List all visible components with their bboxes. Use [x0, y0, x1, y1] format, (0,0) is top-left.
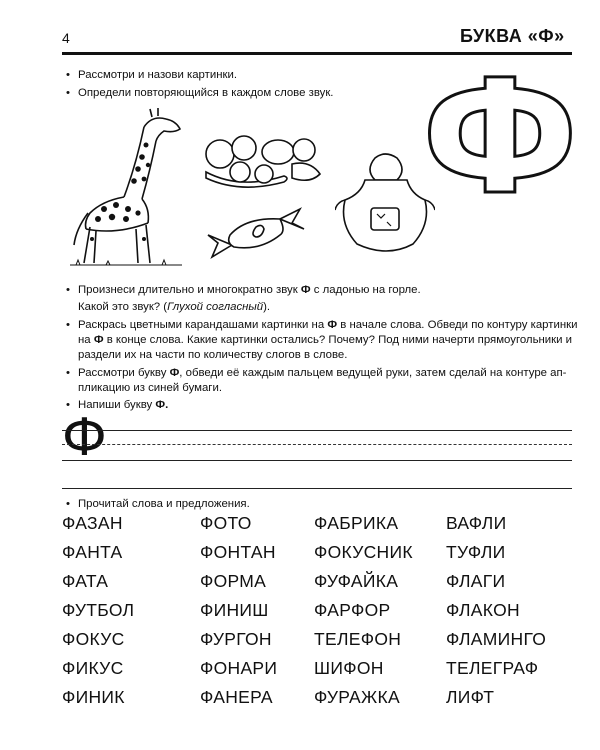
instruction-look: • Рассмотри и назови картинки.: [66, 69, 238, 81]
word: ФОКУСНИК: [314, 542, 413, 562]
instruction-read: • Прочитай слова и предложения.: [66, 498, 250, 510]
instruction-trace: • Рассмотри букву Ф, обведи её каждым пальцем ведущей руки, затем сделай на контуре ап- пликацию из синей бумаги.: [66, 367, 567, 394]
word: ТЕЛЕФОН: [314, 629, 402, 649]
word: ФАТА: [62, 571, 109, 591]
word: ФОРМА: [200, 571, 267, 591]
big-letter-f-outline: [420, 60, 580, 210]
fruits-picture: [200, 130, 330, 190]
word: ФАНЕРА: [200, 687, 273, 707]
word: ФУРГОН: [200, 629, 272, 649]
word: ТЕЛЕГРАФ: [446, 658, 539, 678]
word: ФОНТАН: [200, 542, 276, 562]
instruction-write: • Напиши букву Ф.: [66, 399, 169, 411]
word: ВАФЛИ: [446, 513, 507, 533]
writing-line-mid: [62, 444, 572, 445]
word: ФОТО: [200, 513, 252, 533]
word: ФИКУС: [62, 658, 124, 678]
sample-letter-f: Ф: [62, 408, 107, 468]
word: ФЛАМИНГО: [446, 629, 547, 649]
word: ФАНТА: [62, 542, 123, 562]
word: ФЛАКОН: [446, 600, 520, 620]
page-title: БУКВА «Ф»: [460, 26, 565, 46]
header-divider: [62, 52, 572, 55]
instruction-question: Какой это звук? (Глухой согласный).: [78, 301, 271, 313]
writing-line-extra: [62, 488, 572, 489]
svg-text:Ф: Ф: [421, 60, 579, 210]
instruction-color: • Раскрась цветными карандашами картинки на Ф в начале слова. Обведи по контуру картинки на Ф в конце слова. Какие картинки остались? Почему? Под ними начерти прямоугольники и раздели их на части по количеству слогов в слове.: [66, 319, 578, 361]
word: ТУФЛИ: [446, 542, 506, 562]
word: ФЛАГИ: [446, 571, 506, 591]
word: ФАРФОР: [314, 600, 391, 620]
word: ФОКУС: [62, 629, 125, 649]
candy-picture: [206, 205, 306, 260]
word: ФИНИК: [62, 687, 125, 707]
writing-line-base: [62, 460, 572, 461]
instruction-pronounce: • Произнеси длительно и многократно звук Ф с ладонью на горле.: [66, 284, 421, 296]
word: ФУТБОЛ: [62, 600, 135, 620]
word: ФУФАЙКА: [314, 571, 399, 591]
giraffe-picture: [66, 105, 186, 270]
word: ФИНИШ: [200, 600, 269, 620]
word: ЛИФТ: [446, 687, 495, 707]
page-number: 4: [62, 30, 70, 46]
word: ФУРАЖКА: [314, 687, 400, 707]
word: ШИФОН: [314, 658, 384, 678]
word: ФОНАРИ: [200, 658, 278, 678]
instruction-sound: • Определи повторяющийся в каждом слове звук.: [66, 87, 334, 99]
writing-line-top: [62, 430, 572, 431]
apron-picture: [335, 150, 435, 260]
word: ФАБРИКА: [314, 513, 399, 533]
word: ФАЗАН: [62, 513, 123, 533]
